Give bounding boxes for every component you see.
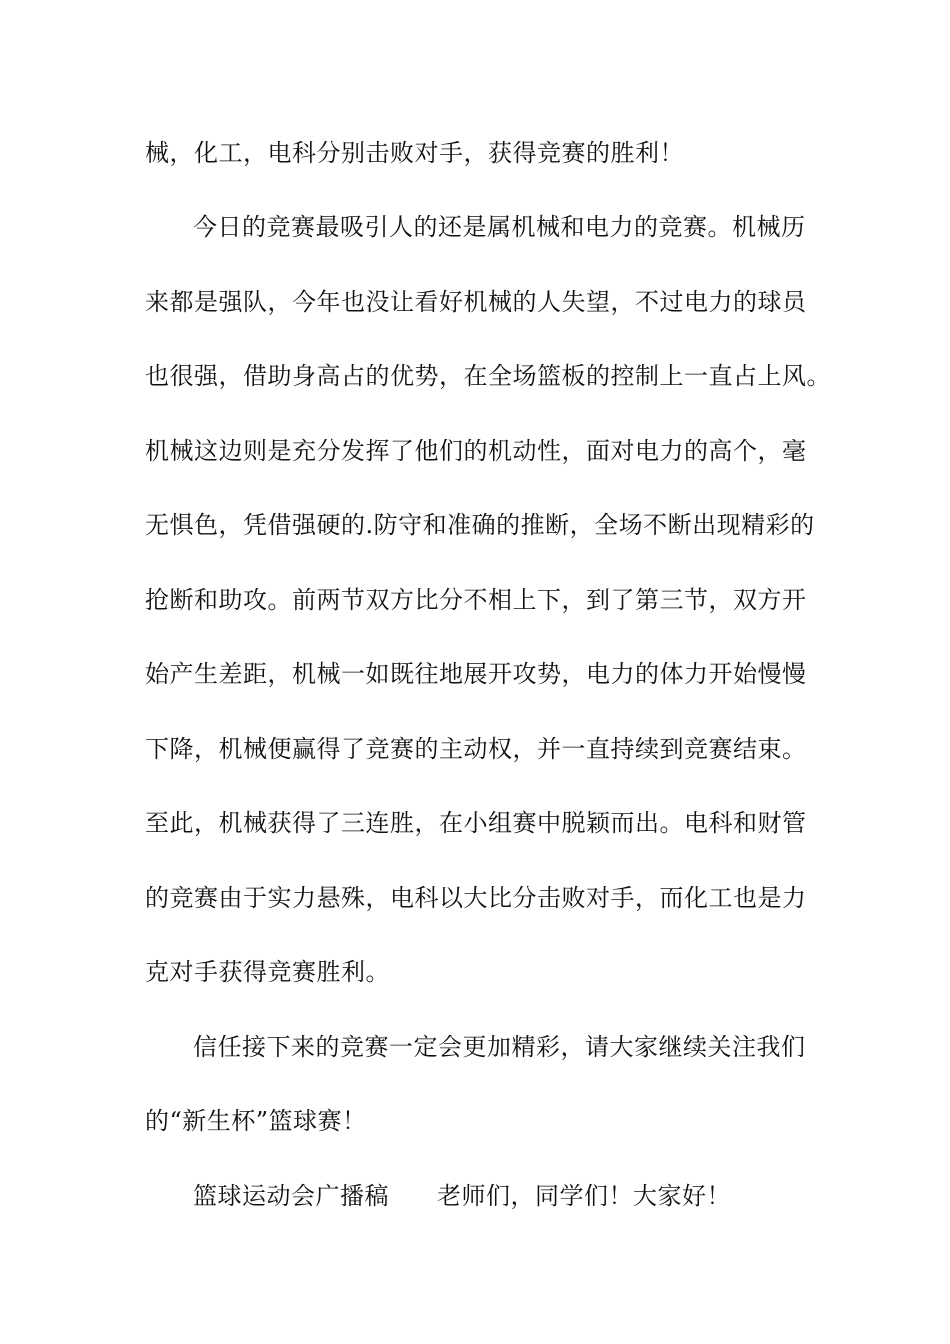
text-line-2: 今日的竞赛最吸引人的还是属机械和电力的竞赛。机械历 [193, 213, 806, 241]
text-line-10: 至此，机械获得了三连胜，在小组赛中脱颖而出。电科和财管 [145, 809, 807, 837]
text-line-8: 始产生差距，机械一如既往地展开攻势，电力的体力开始慢慢 [145, 660, 807, 688]
broadcast-title: 篮球运动会广播稿 [193, 1182, 389, 1210]
text-line-5: 机械这边则是充分发挥了他们的机动性，面对电力的高个，毫 [145, 437, 807, 465]
text-line-13: 信任接下来的竞赛一定会更加精彩，请大家继续关注我们 [193, 1033, 806, 1061]
greeting-text: 老师们，同学们！大家好！ [437, 1182, 731, 1210]
text-line-14: 的“新生杯”篮球赛！ [145, 1107, 367, 1135]
text-line-11: 的竞赛由于实力悬殊，电科以大比分击败对手，而化工也是力 [145, 884, 807, 912]
text-line-7: 抢断和助攻。前两节双方比分不相上下，到了第三节，双方开 [145, 586, 807, 614]
text-line-9: 下降，机械便赢得了竞赛的主动权，并一直持续到竞赛结束。 [145, 735, 807, 763]
text-line-12: 克对手获得竞赛胜利。 [145, 958, 390, 986]
text-line-3: 来都是强队，今年也没让看好机械的人失望，不过电力的球员 [145, 288, 807, 316]
text-line-6: 无惧色，凭借强硬的.防守和准确的推断，全场不断出现精彩的 [145, 511, 815, 539]
text-line-1: 械，化工，电科分别击败对手，获得竞赛的胜利！ [145, 139, 684, 167]
text-line-4: 也很强，借助身高占的优势，在全场篮板的控制上一直占上风。 [145, 362, 831, 390]
text-line-15 [193, 1181, 731, 1211]
